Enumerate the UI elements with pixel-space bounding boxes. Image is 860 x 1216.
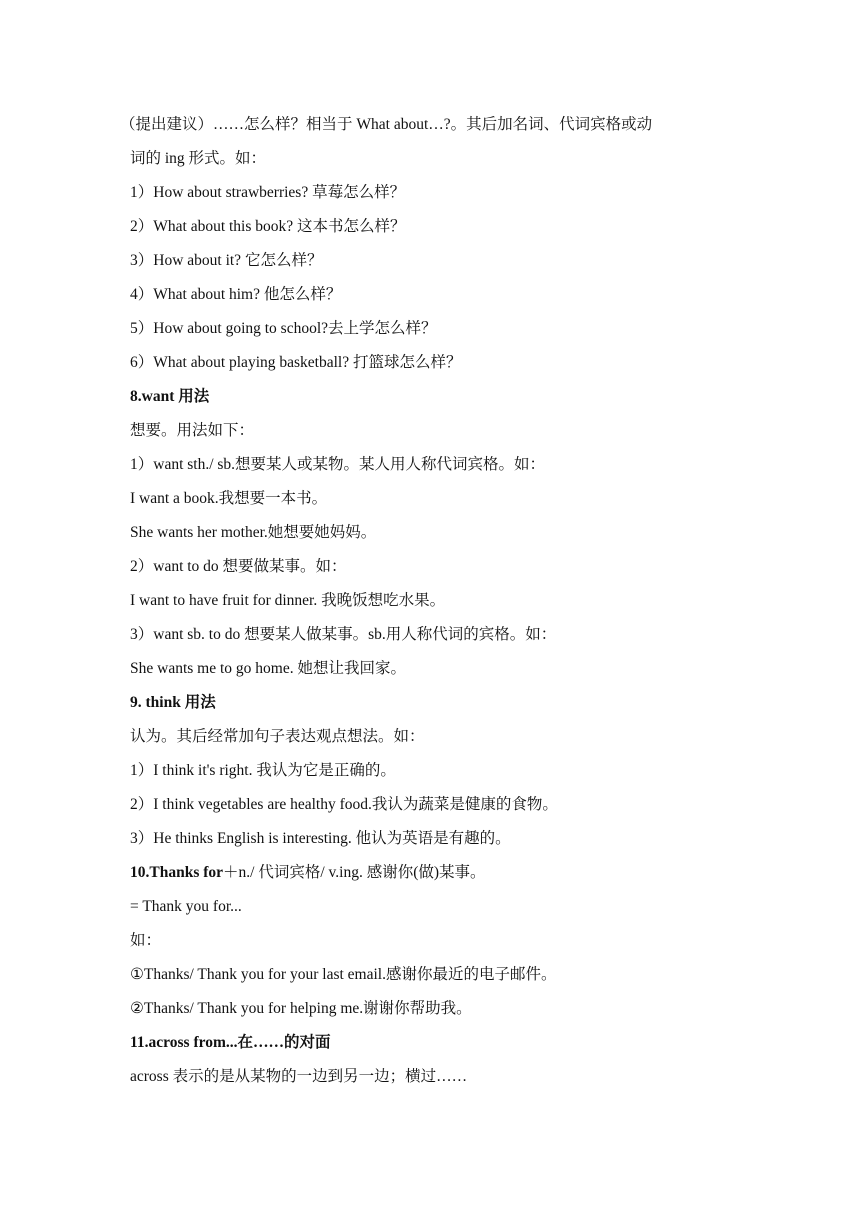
example-line: She wants me to go home. 她想让我回家。 bbox=[130, 660, 406, 677]
text-line: 想要。用法如下： bbox=[130, 422, 255, 439]
example-line: 2）I think vegetables are healthy food.我认为蔬菜是健康的食物。 bbox=[130, 796, 558, 813]
example-line: 5）How about going to school?去上学怎么样？ bbox=[130, 320, 437, 337]
text-line: 认为。其后经常加句子表达观点想法。如： bbox=[130, 728, 425, 745]
section-heading-across: 11.across from...在……的对面 bbox=[130, 1034, 331, 1051]
example-line: ①Thanks/ Thank you for your last email.感谢你最近的电子邮件。 bbox=[130, 966, 557, 983]
example-line: I want to have fruit for dinner. 我晚饭想吃水果。 bbox=[130, 592, 446, 609]
example-line: 4）What about him? 他怎么样？ bbox=[130, 286, 342, 303]
text-line: 2）want to do 想要做某事。如： bbox=[130, 558, 347, 575]
text-line: across 表示的是从某物的一边到另一边；横过…… bbox=[130, 1068, 468, 1085]
thanks-heading-rest: ＋n./ 代词宾格/ v.ing. 感谢你(做)某事。 bbox=[223, 864, 486, 881]
text-line: 3）want sb. to do 想要某人做某事。sb.用人称代词的宾格。如： bbox=[130, 626, 557, 643]
text-line: 1）want sth./ sb.想要某人或某物。某人用人称代词宾格。如： bbox=[130, 456, 546, 473]
example-line: 1）How about strawberries? 草莓怎么样？ bbox=[130, 184, 406, 201]
example-line: She wants her mother.她想要她妈妈。 bbox=[130, 524, 377, 541]
example-line: 1）I think it's right. 我认为它是正确的。 bbox=[130, 762, 396, 779]
text-line: 词的 ing 形式。如： bbox=[130, 150, 267, 167]
section-heading-want: 8.want 用法 bbox=[130, 388, 210, 405]
example-line: 3）How about it? 它怎么样？ bbox=[130, 252, 323, 269]
example-line: 6）What about playing basketball? 打篮球怎么样？ bbox=[130, 354, 462, 371]
text-line: 如： bbox=[130, 932, 162, 949]
example-line: 3）He thinks English is interesting. 他认为英语是有趣的。 bbox=[130, 830, 511, 847]
section-heading-think: 9. think 用法 bbox=[130, 694, 216, 711]
thanks-heading-bold: 10.Thanks for bbox=[130, 864, 224, 881]
text-line: （提出建议）……怎么样？相当于 What about…?。其后加名词、代词宾格或动 bbox=[120, 116, 653, 133]
text-line: = Thank you for... bbox=[130, 898, 242, 915]
example-line: 2）What about this book? 这本书怎么样？ bbox=[130, 218, 406, 235]
example-line: ②Thanks/ Thank you for helping me.谢谢你帮助我。 bbox=[130, 1000, 472, 1017]
example-line: I want a book.我想要一本书。 bbox=[130, 490, 328, 507]
section-heading-thanks bbox=[130, 856, 740, 890]
